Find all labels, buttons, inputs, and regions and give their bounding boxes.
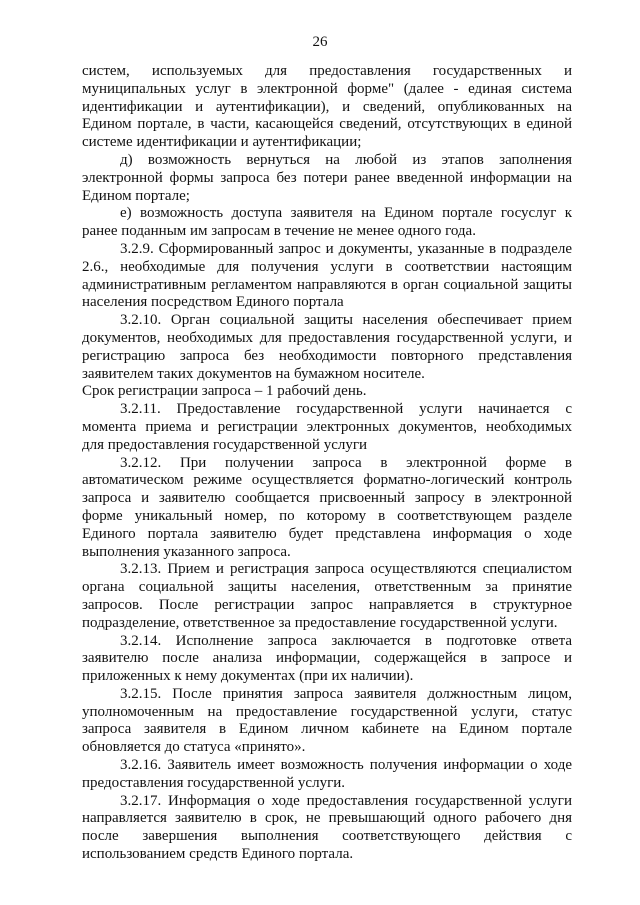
text-line: 3.2.12. При получении запроса в электронной форме в <box>120 454 572 471</box>
page-number: 26 <box>312 34 328 50</box>
text-line: приложенных к нему документах (при их наличии). <box>82 668 414 685</box>
text-line: использованием средств Единого портала. <box>82 846 354 863</box>
text-line: Едином портале, в части, касающейся сведений, отсутствующих в единой <box>82 116 572 133</box>
text-line: 3.2.9. Сформированный запрос и документы, указанные в подразделе <box>120 240 572 257</box>
text-line: регистрацию запроса без необходимости повторного представления <box>82 347 572 364</box>
text-line: запроса и заявителю сообщается присвоенный запросу в электронной <box>82 490 572 507</box>
text-line: форме уникальный номер, по которому в соответствующем разделе <box>82 507 572 524</box>
text-line: заявителю после анализа информации, содержащейся в запросе и <box>82 650 572 667</box>
text-line: населения посредством Единого портала <box>82 294 344 311</box>
text-line: муниципальных услуг в электронной форме" (далее - единая система <box>82 80 572 97</box>
text-line: идентификации и аутентификации), и сведений, опубликованных на <box>82 98 572 115</box>
text-line: подразделение, ответственное за предоставление государственной услуги. <box>82 614 558 631</box>
text-line: выполнения указанного запроса. <box>82 543 291 560</box>
text-line: 3.2.14. Исполнение запроса заключается в подготовке ответа <box>120 632 572 649</box>
text-line: для предоставления государственной услуги <box>82 436 368 453</box>
document-body <box>82 63 572 864</box>
text-line: момента приема и регистрации электронных документов, необходимых <box>82 418 572 435</box>
text-line: системе идентификации и аутентификации; <box>82 134 362 151</box>
text-line: Срок регистрации запроса – 1 рабочий день. <box>82 383 367 400</box>
text-line: органа социальной защиты населения, ответственным за принятие <box>82 579 572 596</box>
text-line: административным регламентом направляются в орган социальной защиты <box>82 276 572 293</box>
text-line: 3.2.11. Предоставление государственной услуги начинается с <box>120 401 572 418</box>
text-line: Едином портале; <box>82 187 190 204</box>
text-line: запроса заявителя в Едином личном кабинете на Едином портале <box>82 721 572 738</box>
text-line: уполномоченным на предоставление государственной услуги, статус <box>82 703 572 720</box>
text-line: е) возможность доступа заявителя на Едином портале госуслуг к <box>120 205 572 222</box>
text-line: 3.2.15. После принятия запроса заявителя должностным лицом, <box>120 685 572 702</box>
text-line: 2.6., необходимые для получения услуги в соответствии настоящим <box>82 258 572 275</box>
text-line: 3.2.16. Заявитель имеет возможность получения информации о ходе <box>120 757 572 774</box>
text-line: документов, необходимых для предоставления государственной услуги, и <box>82 329 572 346</box>
text-line: систем, используемых для предоставления государственных и <box>82 63 572 79</box>
text-line: обновляется до статуса «принято». <box>82 739 306 756</box>
text-line: 3.2.17. Информация о ходе предоставления государственной услуги <box>120 792 572 809</box>
text-line: 3.2.13. Прием и регистрация запроса осуществляются специалистом <box>120 561 572 578</box>
text-line: после завершения выполнения соответствующего действия с <box>82 828 572 845</box>
text-line: 3.2.10. Орган социальной защиты населения обеспечивает прием <box>120 312 572 329</box>
text-line: д) возможность вернуться на любой из этапов заполнения <box>120 151 572 168</box>
text-line: предоставления государственной услуги. <box>82 774 346 791</box>
text-line: ранее поданным им запросам в течение не менее одного года. <box>82 223 476 240</box>
text-line: электронной формы запроса без потери ранее введенной информации на <box>82 169 572 186</box>
text-line: заявителем таких документов на бумажном носителе. <box>82 365 425 382</box>
text-line: автоматическом режиме осуществляется форматно-логический контроль <box>82 472 572 489</box>
text-line: Единого портала заявителю будет представлена информация о ходе <box>82 525 572 542</box>
text-line: направляется заявителю в срок, не превышающий одного рабочего дня <box>82 810 572 827</box>
text-line: запросов. После регистрации запрос направляется в структурное <box>82 596 572 613</box>
